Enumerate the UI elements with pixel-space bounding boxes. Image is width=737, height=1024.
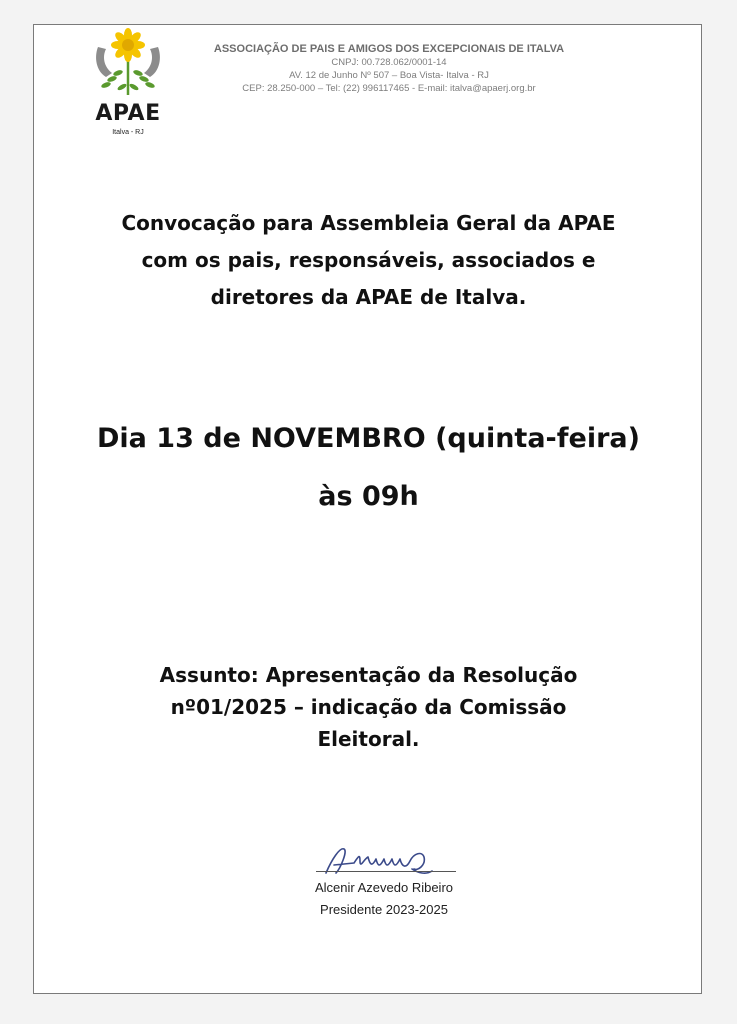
org-address: AV. 12 de Junho Nº 507 – Boa Vista- Italva - RJ bbox=[289, 70, 489, 81]
meeting-time: às 09h bbox=[318, 481, 419, 512]
signer-name: Alcenir Azevedo Ribeiro bbox=[314, 880, 454, 895]
title-line-3: diretores da APAE de Italva. bbox=[210, 285, 527, 309]
document-title bbox=[94, 205, 643, 316]
subject-line-3: Eleitoral. bbox=[317, 727, 420, 751]
signer-block bbox=[234, 877, 534, 921]
apae-logo bbox=[90, 27, 166, 139]
org-name: ASSOCIAÇÃO DE PAIS E AMIGOS DOS EXCEPCIONAIS DE ITALVA bbox=[213, 43, 565, 55]
document-page bbox=[33, 24, 702, 994]
signature-line bbox=[316, 871, 456, 872]
meeting-datetime bbox=[54, 410, 683, 526]
signer-role: Presidente 2023-2025 bbox=[320, 902, 448, 917]
org-contact: CEP: 28.250-000 – Tel: (22) 996117465 - E-mail: italva@apaerj.org.br bbox=[242, 83, 536, 94]
apae-flower-hands-icon bbox=[90, 27, 166, 103]
meeting-subject bbox=[114, 659, 623, 755]
logo-wordmark: APAE bbox=[95, 101, 161, 126]
meeting-date: Dia 13 de NOVEMBRO (quinta-feira) bbox=[97, 423, 640, 454]
subject-line-1: Assunto: Apresentação da Resolução bbox=[159, 663, 578, 687]
title-line-1: Convocação para Assembleia Geral da APAE bbox=[121, 211, 616, 235]
subject-line-2: nº01/2025 – indicação da Comissão bbox=[170, 695, 567, 719]
handwritten-signature bbox=[314, 839, 454, 879]
org-cnpj: CNPJ: 00.728.062/0001-14 bbox=[331, 57, 447, 68]
logo-location: Italva - RJ bbox=[112, 129, 144, 136]
title-line-2: com os pais, responsáveis, associados e bbox=[141, 248, 596, 272]
letterhead bbox=[174, 43, 604, 95]
